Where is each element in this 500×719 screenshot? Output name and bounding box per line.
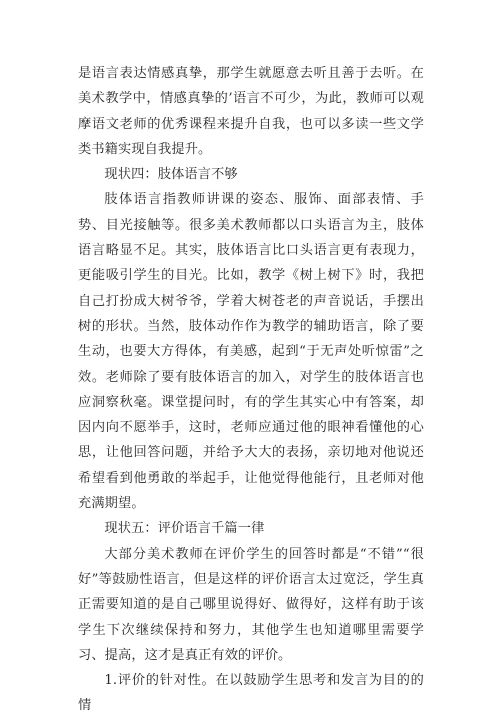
section-heading-status-five: 现状五：评价语言千篇一律 [104, 521, 265, 537]
paragraph-continued: 是语言表达情感真挚，那学生就愿意去听且善于去听。在美术教学中，情感真挚的’语言不可少，为此，教师可以观摩语文老师的优秀课程来提升自我，也可以多读一些文学类书籍实现自我提升。 [78, 66, 424, 157]
section-heading-status-four: 现状四：肢体语言不够 [104, 167, 238, 183]
document-page [78, 61, 424, 719]
paragraph-evaluation-language: 大部分美术教师在评价学生的回答时都是“不错”“很好”等鼓励性语言，但是这样的评价语言太过宽泛，学生真正需要知道的是自己哪里说得好、做得好，这样有助于该学生下次继续保持和努力，其他学生也知道哪里需要学习、提高，这才是真正有效的评价。 [78, 546, 424, 663]
paragraph-body-language: 肢体语言指教师讲课的姿态、服饰、面部表情、手势、目光接触等。很多美术教师都以口头语言为主，肢体语言略显不足。其实，肢体语言比口头语言更有表现力，更能吸引学生的目光。比如，教学《树上树下》时，我把自己打扮成大树爷爷，学着大树苍老的声音说话，手摆出树的形状。当然，肢体动作作为教学的辅助语言，除了要生动，也要大方得体，有美感，起到“于无声处听惊雷”之效。老师除了要有肢体语言的加入，对学生的肢体语言也应洞察秋毫。课堂提问时，有的学生其实心中有答案，却因内向不愿举手，这时，老师应通过他的眼神看懂他的心思，让他回答问题，并给予大大的表扬，亲切地对他说还希望看到他勇敢的举起手，让他觉得他能行，且老师对他充满期望。 [78, 192, 424, 512]
paragraph-evaluation-point-one: 1.评价的针对性。在以鼓励学生思考和发言为目的的情 [78, 673, 424, 714]
